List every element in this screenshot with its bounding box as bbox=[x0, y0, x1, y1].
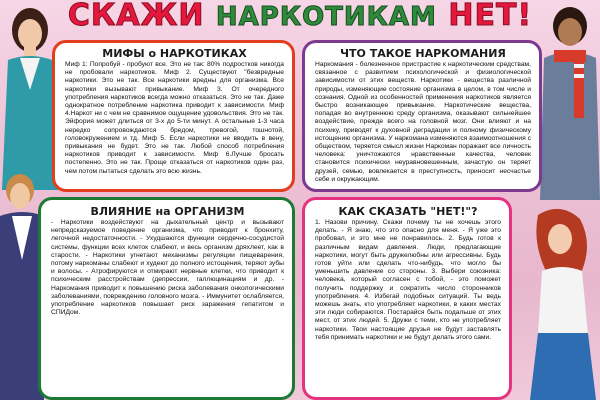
how-to-say-no-heading: КАК СКАЗАТЬ "НЕТ!"? bbox=[338, 205, 478, 218]
what-is-addiction-text: Наркомания - болезненное пристрастие к наркотическим средствам, связанное с развитием психологической и физиологической зависимости от этих веществ. Наркотики - вещества различной природы, изменяющие состояние организма в целом, в том числе и сознания. Одной из особенностей применения наркотиков является быстро возникающее привыкание. Наркотические вещества, попадая во внутреннюю среду организма, оказывают сильнейшее воздействие, прежде всего на головной мозг. Они влияют и на психику, приводят к духовной деградации и полному физическому истощению организма. У наркомана изменяются взаимоотношения с обществом, теряется смысл жизни Наркоман поражает все личность человека: уничтожаются нравственные качества, человек становится психически неуравновешенным, зачастую он теряет друзей, семью, вовлекается в преступность, приносит несчастье себе и окружающим. bbox=[315, 61, 531, 183]
how-to-say-no-panel bbox=[302, 197, 512, 400]
how-to-say-no-text: 1. Назови причину. Скажи почему ты не хочешь этого делать. - Я знаю, что это опасно для меня. - Я уже это пробовал, и это мне не понравилось. 2. Будь готов к различным видам давления. Люди, предлагающие наркотики, могут быть дружелюбны или агрессивны. Будь готов уйти или сделать что-нибудь, что могло бы уменьшить давление со стороны. 3. Выбери союзника: человека, который согласен с тобой, - это поможет получить поддержку и сократить число сторонников употребления. 4. Избегай подобных ситуаций. Ты ведь можешь знать, кто употребляет наркотики, в каких местах эти люди собираются. Постарайся быть подальше от этих мест, от этих людей. 5. Дружи с теми, кто не употребляет наркотики. Твои настоящие друзья не будут заставлять тебя принимать наркотики и не будут делать этого сами. bbox=[315, 219, 501, 341]
title-drugs: НАРКОТИКАМ bbox=[215, 2, 437, 32]
what-is-addiction-panel bbox=[302, 40, 542, 192]
girl-figure-right-bottom bbox=[508, 205, 600, 400]
effect-on-body-text: - Наркотики воздействуют на дыхательный центр и вызывают непредсказуемое поведение организма, что приводит к бронхиту, легочной недостаточности. - Ухудшаются функции сердечно-сосудистой системы, функции всех клеток слабеют, и весь организм дряхлеет, как в старости. - Наркотики угнетают механизмы регуляции пищеварения, потому наркоманы слабеют и худеют до полного истощения, теряют зубы и волосы. - Атрофируются и отмирают нервные клетки, что приводит к психическим расстройствам (депрессии, галлюцинациям и др. - Наркомания приводит к повышению риска заболевания онкологическими заболеваниями, повреждению головного мозга. - Иммунитет ослабляется, употребление наркотиков повышает риск заражения гепатитом и СПИДом. bbox=[51, 219, 284, 317]
effect-on-body-heading: ВЛИЯНИЕ на ОРГАНИЗМ bbox=[90, 205, 245, 218]
title-say: СКАЖИ bbox=[67, 0, 205, 33]
myths-panel bbox=[52, 40, 295, 192]
what-is-addiction-heading: ЧТО ТАКОЕ НАРКОМАНИЯ bbox=[340, 47, 506, 60]
poster-title bbox=[40, 0, 560, 32]
myths-heading: МИФЫ о НАРКОТИКАХ bbox=[102, 47, 247, 60]
effect-on-body-panel bbox=[38, 197, 295, 400]
title-no: НЕТ! bbox=[448, 0, 533, 33]
myths-text: Миф 1: Попробуй - пробуют все. Это не так: 80% подростков никогда не пробовали наркотиков. Миф 2. Существуют "безвредные наркотики. Это не так. Все наркотики вредны для организма. Все наркотики вызывают привыкание. Миф 3. От очередного употребления наркотиков всегда можно отказаться. Это не так. Даже однократное потребление наркотика приводит к зависимости. Миф 4.Наркот ни с чем не сравнимое ощущение удовольствия. Это не так. Эйфория может длиться от 3-х до 5-ти минут. А остальные 1-3 часа нередко сопровождаются бредом, тревогой, тошнотой, головокружением и тд. Миф 5. Если наркотики не вводить в вену, привыкания не будет. Это не так. Любой способ потребления наркотиков приводит к зависимости. Миф 6.Лучше бросать постепенно. Это не так. Проще отказаться от наркотиков один раз, чем потом пытаться сделать это всю жизнь. bbox=[65, 61, 284, 175]
